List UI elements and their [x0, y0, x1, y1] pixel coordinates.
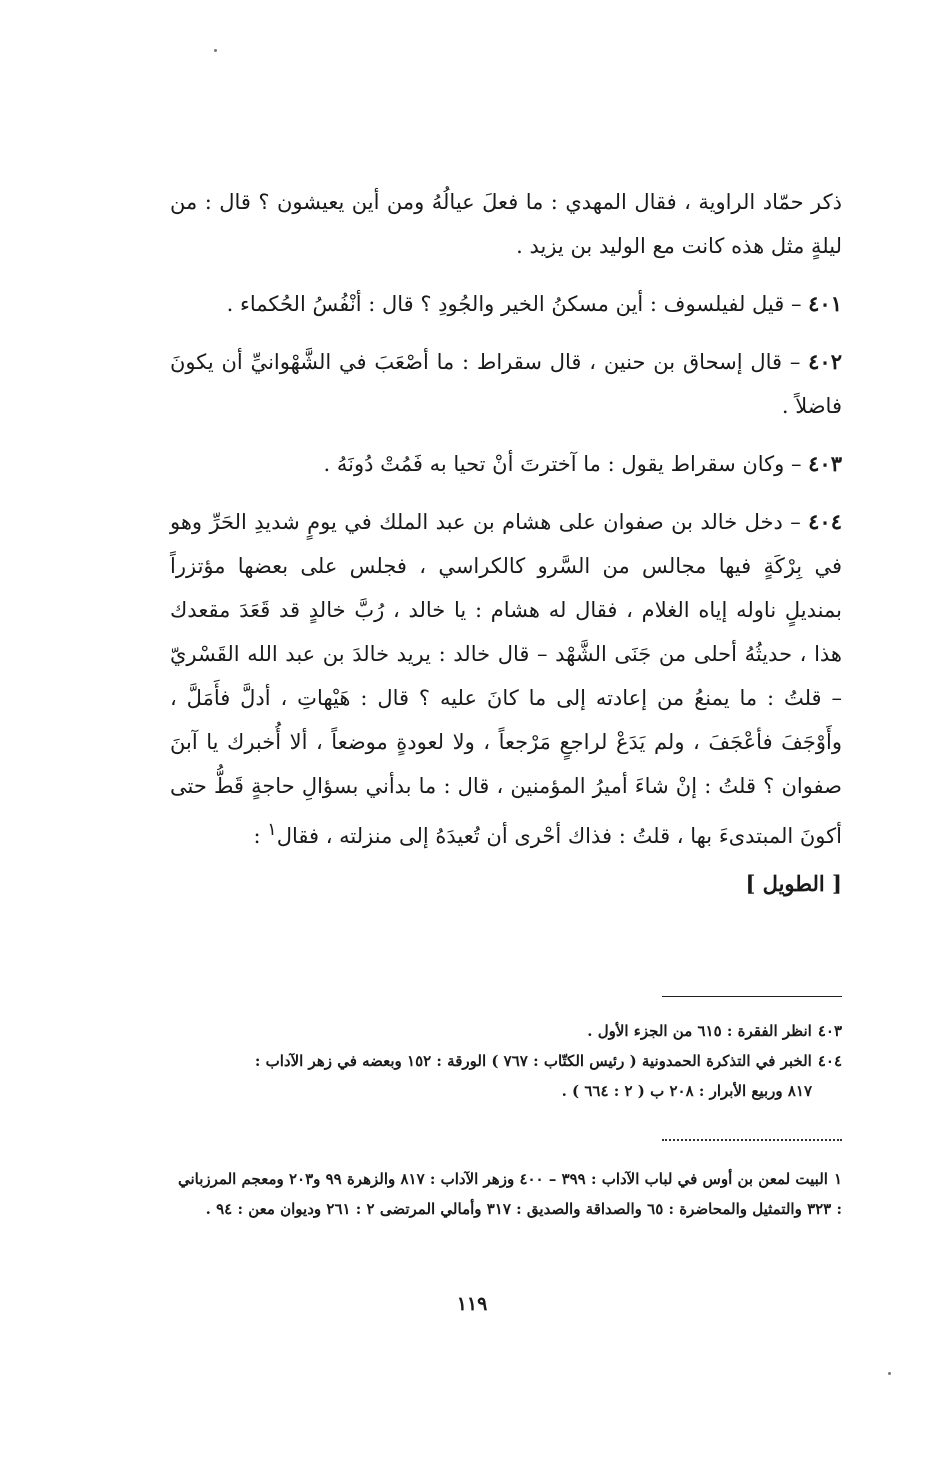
scan-speck: [888, 1372, 891, 1375]
paragraph-text-end: :: [253, 824, 268, 848]
paragraph-text: – قال إسحاق بن حنين ، قال سقراط : ما أصْعَبَ في الشَّهْوانيِّ أن يكونَ فاضلاً .: [170, 350, 842, 418]
paragraph-text: ذكر حمّاد الراوية ، فقال المهدي : ما فعلَ عيالُهُ ومن أين يعيشون ؟ قال : من ليلةٍ مثل هذه كانت مع الوليد بن يزيد .: [170, 190, 842, 258]
footnote-text: الخبر في التذكرة الحمدونية ( رئيس الكتّاب : ٧٦٧ ) الورقة : ١٥٢ وبعضه في زهر الآداب :: [254, 1052, 812, 1070]
paragraph-text: – قيل لفيلسوف : أين مسكنُ الخير والجُودِ ؟ قال : أنْفُسُ الحُكماء .: [226, 292, 809, 316]
source-footnotes: [170, 1016, 842, 1106]
paragraph-number: ٤٠٣: [808, 451, 842, 476]
footnote-404-continuation: [170, 1076, 842, 1106]
scan-speck: [214, 49, 217, 52]
paragraph-number: ٤٠١: [808, 291, 842, 316]
main-text: [170, 180, 842, 906]
footnote-404: [170, 1046, 842, 1076]
notes-dotted-separator: [662, 1139, 842, 1141]
paragraph-number: ٤٠٤: [808, 509, 842, 534]
poetic-meter-label: [ الطويل ]: [745, 871, 842, 896]
page-number: ١١٩: [456, 1293, 488, 1315]
paragraph-403: [170, 442, 842, 486]
paragraph-text: – وكان سقراط يقول : ما آخترتَ أنْ تحيا به فَمُتْ دُونَهُ .: [323, 452, 809, 476]
paragraph-401: [170, 282, 842, 326]
footnote-number: ٤٠٣: [817, 1022, 842, 1040]
paragraph-number: ٤٠٢: [808, 349, 842, 374]
note-text: البيت لمعن بن أوس في لباب الآداب : ٣٩٩ – ٤٠٠ وزهر الآداب : ٨١٧ والزهرة ٩٩ و٢٠٣ ومعجم المرزباني : ٣٢٣ والتمثيل والمحاضرة : ٦٥ والصداقة والصديق : ٣١٧ وأمالي المرتضى ٢ : ٢٦١ وديوان معن : ٩٤ .: [177, 1170, 842, 1218]
footnote-number: ٤٠٤: [817, 1052, 842, 1070]
footnote-403: [170, 1016, 842, 1046]
paragraph-404: [170, 500, 842, 858]
footnote-separator: [662, 996, 842, 997]
paragraph-intro: [170, 180, 842, 268]
footnote-text: ٨١٧ وربيع الأبرار : ٢٠٨ ب ( ٢ : ٦٦٤ ) .: [561, 1082, 812, 1100]
note-1: [170, 1164, 842, 1224]
paragraph-402: [170, 340, 842, 428]
paragraph-text: – دخل خالد بن صفوان على هشام بن عبد الملك في يومٍ شديدِ الحَرِّ وهو في بِرْكَةٍ فيها مجالس من السَّرو كالكراسي ، فجلس على بعضها مؤتزراً بمنديلٍ ناوله إياه الغلام ، فقال له هشام : يا خالد ، رُبَّ خالدٍ قد قَعَدَ مقعدك هذا ، حديثُهُ أحلى من جَنَى الشَّهْد – قال خالد : يريد خالدَ بن عبد الله القَسْريّ – قلتُ : ما يمنعُ من إعادته إلى ما كانَ عليه ؟ قال : هَيْهاتِ ، أدلَّ فأَمَلَّ ، وأَوْجَفَ فأعْجَفَ ، ولم يَدَعْ لراجعٍ مَرْجعاً ، ولا لعودةٍ موضعاً ، ألا أُخبرك يا آبنَ صفوان ؟ قلتُ : إنْ شاءَ أميرُ المؤمنين ، قال : ما بدأني بسؤالِ حاجةٍ قَطُّ حتى أكونَ المبتدىءَ بها ، قلتُ : فذاك أحْرى أن تُعيدَهُ إلى منزلته ، فقال: [170, 510, 842, 848]
note-number: ١: [833, 1170, 842, 1188]
footnote-marker: ١: [267, 820, 277, 840]
verse-notes: [170, 1164, 842, 1224]
footnote-text: انظر الفقرة : ٦١٥ من الجزء الأول .: [587, 1022, 812, 1040]
